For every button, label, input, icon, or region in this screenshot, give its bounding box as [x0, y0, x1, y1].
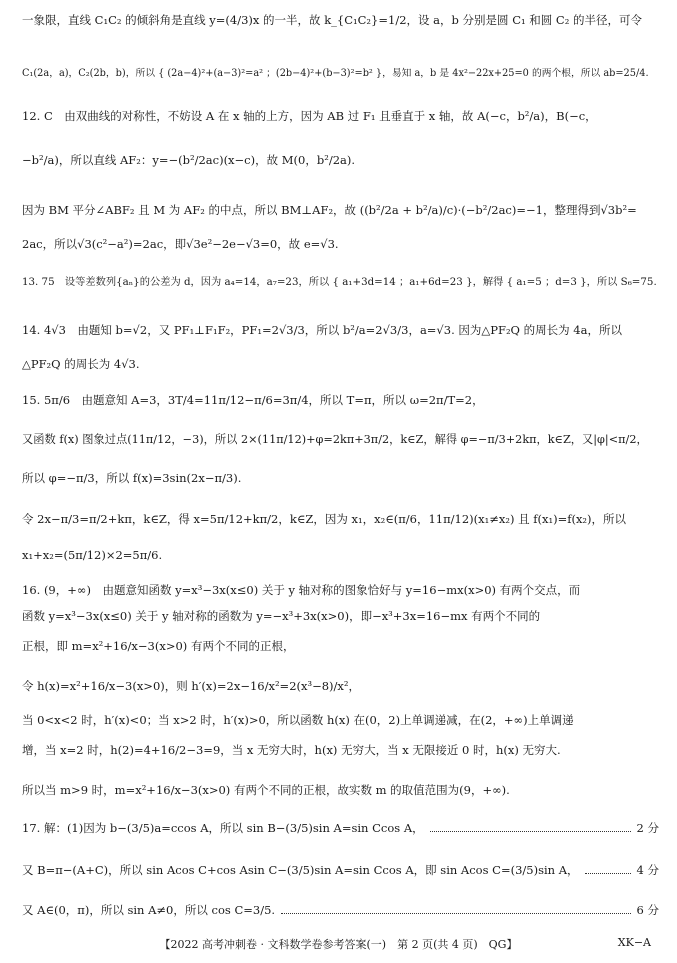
text-line: 16. (9，+∞) 由题意知函数 y=x³−3x(x≤0) 关于 y 轴对称的图象恰好与 y=16−mx(x>0) 有两个交点，而: [22, 583, 581, 597]
text-line: 令 2x−π/3=π/2+kπ，k∈Z，得 x=5π/12+kπ/2，k∈Z，因为 x₁，x₂∈(π/6，11π/12)(x₁≠x₂) 且 f(x₁)=f(x₂)，所以: [22, 512, 627, 526]
page-footer: [0, 936, 677, 952]
text-line: x₁+x₂=(5π/12)×2=5π/6.: [22, 548, 163, 562]
score: 4 分: [636, 863, 659, 877]
score: 6 分: [636, 903, 659, 917]
line-text: 又 B=π−(A+C)，所以 sin Acos C+cos Asin C−(3/5)sin A=sin Ccos A，即 sin Acos C=(3/5)sin A，: [22, 863, 579, 877]
text-line: 函数 y=x³−3x(x≤0) 关于 y 轴对称的函数为 y=−x³+3x(x>0)，即−x³+3x=16−mx 有两个不同的: [22, 609, 541, 623]
text-line: 增，当 x=2 时，h(2)=4+16/2−3=9，当 x 无穷大时，h(x) 无穷大，当 x 无限接近 0 时，h(x) 无穷大.: [22, 743, 561, 757]
scored-line: [22, 902, 659, 918]
text-line: C₁(2a，a)，C₂(2b，b)，所以 { (2a−4)²+(a−3)²=a² ；(2b−4)²+(b−3)²=b² }，易知 a，b 是 4x²−22x+25=0 的两个根，所以 ab=25/4.: [22, 68, 649, 79]
text-line: −b²/a)，所以直线 AF₂：y=−(b²/2ac)(x−c)，故 M(0，b²/2a).: [22, 153, 356, 167]
text-line: 当 0<x<2 时，h′(x)<0；当 x>2 时，h′(x)>0，所以函数 h(x) 在(0，2)上单调递减，在(2，+∞)上单调递: [22, 713, 574, 727]
score: 2 分: [636, 821, 659, 835]
text-line: 14. 4√3 由题知 b=√2，又 PF₁⊥F₁F₂，PF₁=2√3/3，所以 b²/a=2√3/3，a=√3. 因为△PF₂Q 的周长为 4a，所以: [22, 323, 622, 337]
text-line: 2ac，所以√3(c²−a²)=2ac，即√3e²−2e−√3=0，故 e=√3.: [22, 237, 339, 251]
text-line: 12. C 由双曲线的对称性，不妨设 A 在 x 轴的上方，因为 AB 过 F₁ 且垂直于 x 轴，故 A(−c，b²/a)，B(−c，: [22, 109, 597, 123]
footer-code: XK−A: [617, 936, 651, 949]
text-line: 正根，即 m=x²+16/x−3(x>0) 有两个不同的正根，: [22, 639, 295, 653]
footer-title: 【2022 高考冲刺卷 · 文科数学卷参考答案(一) 第 2 页(共 4 页) QG】: [159, 938, 518, 951]
line-text: 又 A∈(0，π)，所以 sin A≠0，所以 cos C=3/5.: [22, 903, 276, 917]
text-line: 令 h(x)=x²+16/x−3(x>0)，则 h′(x)=2x−16/x²=2(x³−8)/x²，: [22, 679, 360, 693]
text-line: 15. 5π/6 由题意知 A=3，3T/4=11π/12−π/6=3π/4，所以 T=π，所以 ω=2π/T=2，: [22, 393, 484, 407]
text-line: 又函数 f(x) 图象过点(11π/12，−3)，所以 2×(11π/12)+φ=2kπ+3π/2，k∈Z，解得 φ=−π/3+2kπ，k∈Z，又|φ|<π/2，: [22, 433, 648, 446]
text-line: 因为 BM 平分∠ABF₂ 且 M 为 AF₂ 的中点，所以 BM⊥AF₂，故 ((b²/2a + b²/a)/c)·(−b²/2ac)=−1，整理得到√3b²=: [22, 203, 637, 217]
text-line: 所以 φ=−π/3，所以 f(x)=3sin(2x−π/3).: [22, 471, 242, 485]
text-line: △PF₂Q 的周长为 4√3.: [22, 357, 140, 371]
dot-leader: [430, 831, 631, 832]
text-line: 所以当 m>9 时，m=x²+16/x−3(x>0) 有两个不同的正根，故实数 m 的取值范围为(9，+∞).: [22, 783, 510, 797]
text-line: 13. 75 设等差数列{aₙ}的公差为 d，因为 a₄=14，a₇=23，所以 { a₁+3d=14 ；a₁+6d=23 }，解得 { a₁=5 ；d=3 }，所以 S₆=75.: [22, 276, 657, 288]
scored-line: [22, 862, 659, 878]
dot-leader: [281, 913, 630, 914]
line-text: 17. 解：(1)因为 b−(3/5)a=ccos A，所以 sin B−(3/5)sin A=sin Ccos A，: [22, 821, 424, 835]
text-line: 一象限，直线 C₁C₂ 的倾斜角是直线 y=(4/3)x 的一半，故 k_{C₁C₂}=1/2，设 a，b 分别是圆 C₁ 和圆 C₂ 的半径，可令: [22, 13, 642, 27]
dot-leader: [585, 873, 631, 874]
scored-line: [22, 820, 659, 836]
